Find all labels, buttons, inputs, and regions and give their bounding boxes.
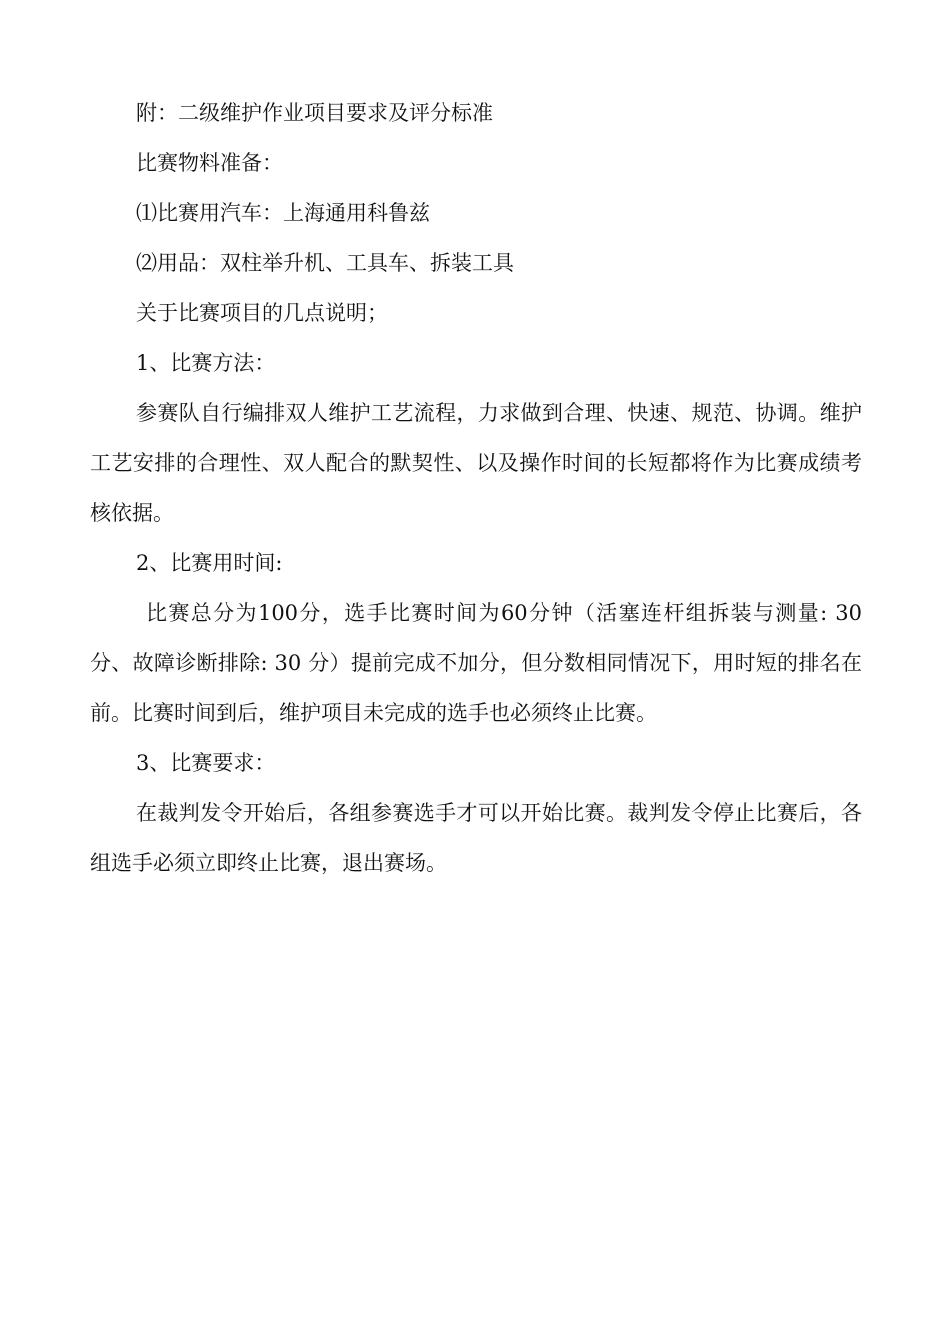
- notes-heading: 关于比赛项目的几点说明；: [136, 301, 388, 325]
- appendix-title: 附：二级维护作业项目要求及评分标准: [136, 101, 493, 125]
- materials-item-car: ⑴比赛用汽车：上海通用科鲁兹: [136, 201, 430, 225]
- section-2-body: 比赛总分为100分，选手比赛时间为60分钟（活塞连杆组拆装与测量: 30分、故障诊断排除: 30 分）提前完成不加分，但分数相同情况下，用时短的排名在前。比赛时间到后，维护项目未完成的选手也必须终止比赛。: [90, 601, 862, 725]
- document-body: [90, 88, 862, 888]
- section-1-body: 参赛队自行编排双人维护工艺流程，力求做到合理、快速、规范、协调。维护工艺安排的合理性、双人配合的默契性、以及操作时间的长短都将作为比赛成绩考核依据。: [90, 401, 862, 525]
- section-1-heading: 1、比赛方法：: [136, 351, 276, 375]
- section-3-body: 在裁判发令开始后，各组参赛选手才可以开始比赛。裁判发令停止比赛后，各组选手必须立即终止比赛，退出赛场。: [90, 801, 862, 875]
- materials-heading: 比赛物料准备：: [136, 151, 283, 175]
- section-3-heading: 3、比赛要求：: [136, 751, 276, 775]
- materials-item-tools: ⑵用品：双柱举升机、工具车、拆装工具: [136, 251, 514, 275]
- section-2-heading: 2、比赛用时间:: [136, 551, 283, 575]
